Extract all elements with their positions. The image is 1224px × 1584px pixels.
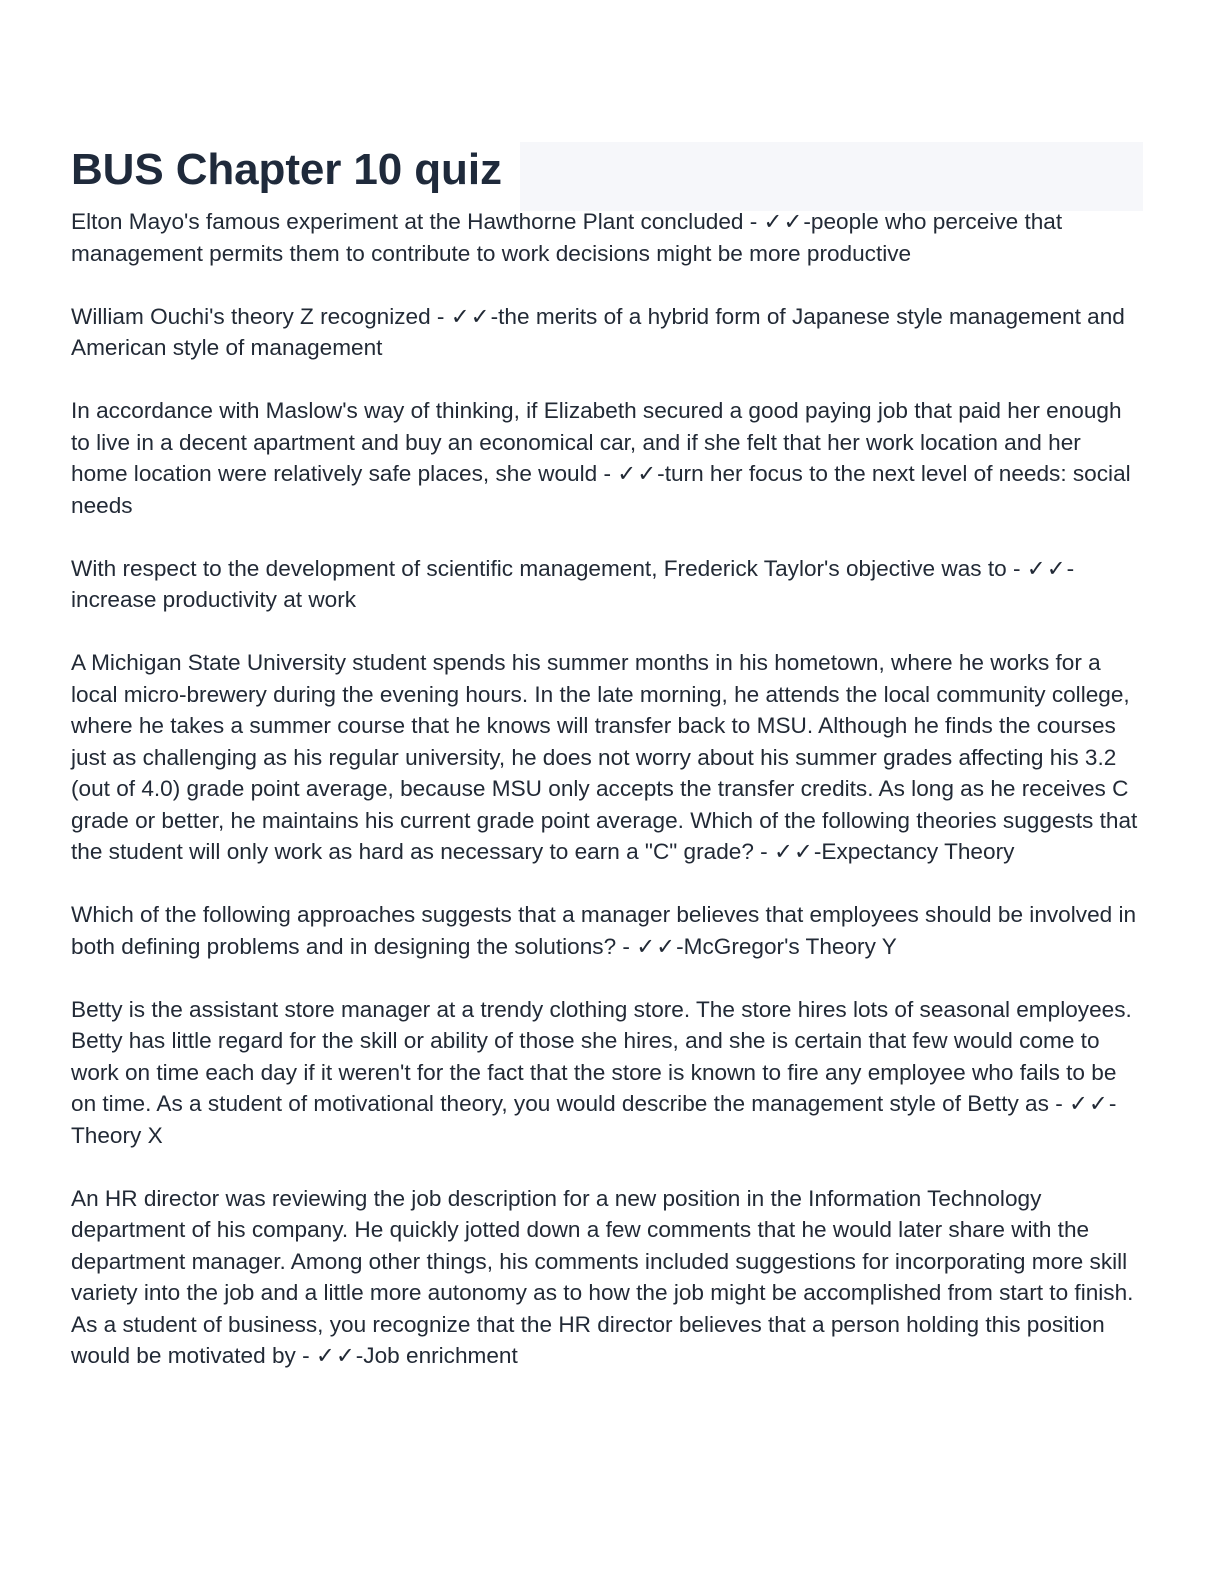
quiz-item (71, 899, 1143, 962)
answer-text: -McGregor's Theory Y (676, 933, 897, 959)
title-background-band (520, 142, 1143, 211)
answer-text: -Job enrichment (355, 1343, 518, 1368)
page-title: BUS Chapter 10 quiz (71, 145, 502, 194)
answer-text: -Expectancy Theory (813, 839, 1015, 864)
question-text: A Michigan State University student spends his summer months in his hometown, where he works for a local micro-brewery during the evening hours. In the late morning, he attends the local community college, where he takes a summer course that he knows will transfer back to MSU. Although he finds the courses just as challenging as his regular university, he does not worry about his summer grades affecting his 3.2 (out of 4.0) grade point average, because MSU only accepts the transfer credits. As long as he receives C grade or better, he maintains his current grade point average. Which of the following theories suggests that the student will only work as hard as necessary to earn a "C" grade? - (71, 650, 1138, 864)
double-check-icon: ✓✓ (1069, 1091, 1109, 1116)
answer-text: -the merits of a hybrid form of Japanese style management and American style of management (71, 303, 1125, 360)
double-check-icon: ✓✓ (774, 839, 814, 864)
question-text: With respect to the development of scientific management, Frederick Taylor's objective was to - (71, 555, 1027, 581)
quiz-item (71, 301, 1143, 364)
answer-text: -increase productivity at work (71, 555, 1075, 612)
quiz-item (71, 994, 1143, 1152)
question-text: Which of the following approaches suggests that a manager believes that employees should be involved in both defining problems and in designing the solutions? - (71, 902, 1137, 959)
question-text: In accordance with Maslow's way of thinking, if Elizabeth secured a good paying job that paid her enough to live in a decent apartment and buy an economical car, and if she felt that her work location and her home location were relatively safe places, she would - (71, 398, 1122, 486)
quiz-item (71, 1183, 1143, 1372)
double-check-icon: ✓✓ (617, 461, 658, 486)
double-check-icon: ✓✓ (1026, 555, 1067, 581)
question-text: An HR director was reviewing the job description for a new position in the Information Technology department of his company. He quickly jotted down a few comments that he would later share with the department manager. Among other things, his comments included suggestions for incorporating more skill variety into the job and a little more autonomy as to how the job might be accomplished from start to finish. As a student of business, you recognize that the HR director believes that a person holding this position would be motivated by - (71, 1185, 1134, 1368)
double-check-icon: ✓✓ (315, 1343, 356, 1368)
quiz-item (71, 395, 1143, 521)
answer-text: -people who perceive that management permits them to contribute to work decisions might be more productive (71, 209, 1063, 266)
quiz-item (71, 206, 1143, 269)
answer-text: -turn her focus to the next level of needs: social needs (71, 461, 1131, 518)
question-text: Betty is the assistant store manager at a trendy clothing store. The store hires lots of seasonal employees. Betty has little regard for the skill or ability of those she hires, and she is certain that few would come to work on time each day if it weren't for the fact that the store is known to fire any employee who fails to be on time. As a student of motivational theory, you would describe the management style of Betty as - (71, 996, 1132, 1116)
quiz-question-list (71, 206, 1143, 1403)
double-check-icon: ✓✓ (450, 303, 491, 329)
answer-text: -Theory X (71, 1091, 1117, 1148)
question-text: Elton Mayo's famous experiment at the Hawthorne Plant concluded - (71, 209, 764, 234)
quiz-item (71, 647, 1143, 868)
double-check-icon: ✓✓ (763, 209, 804, 234)
quiz-item (71, 553, 1143, 616)
double-check-icon: ✓✓ (636, 933, 677, 959)
question-text: William Ouchi's theory Z recognized - (71, 303, 451, 329)
